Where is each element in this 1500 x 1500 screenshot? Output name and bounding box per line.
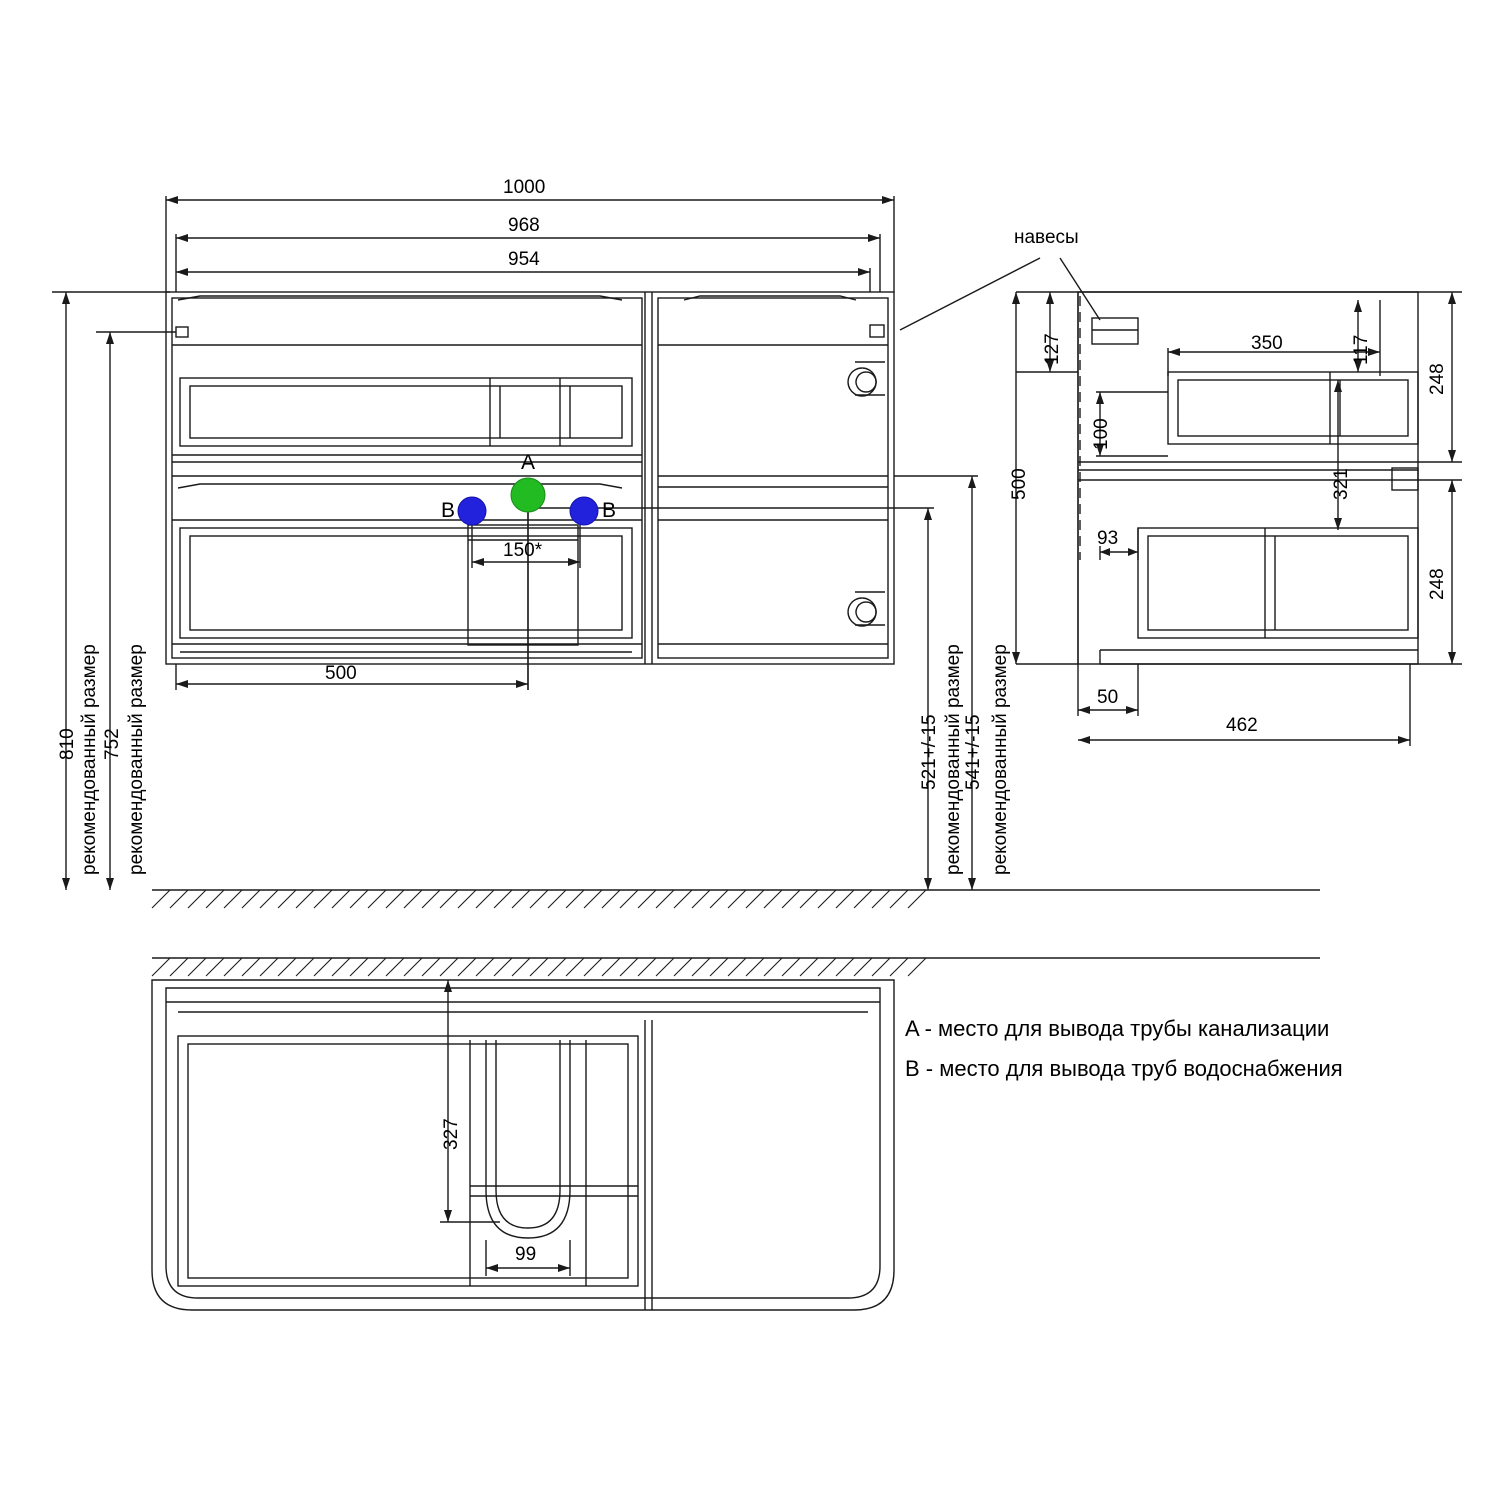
dim-height-521: 521+/-15 <box>919 714 940 790</box>
label-point-a: A <box>521 451 536 474</box>
dim-height-752: 752 <box>102 728 123 760</box>
dim-total-height-500: 500 <box>1009 468 1030 500</box>
dim-bottom-height-248: 248 <box>1427 568 1448 600</box>
dim-drain-offset-500: 500 <box>325 663 357 684</box>
dim-height-810: 810 <box>57 728 78 760</box>
legend-line-a: A - место для вывода трубы канализации <box>905 1016 1330 1041</box>
legend-line-b: B - место для вывода труб водоснабжения <box>905 1056 1343 1081</box>
dim-water-spacing-150: 150* <box>503 540 543 561</box>
dim-drawer-depth-350: 350 <box>1251 333 1283 354</box>
note-521: рекомендованный размер <box>943 644 964 875</box>
dim-depth-462: 462 <box>1226 715 1258 736</box>
water-marker-b-right <box>570 497 598 525</box>
label-hangers: навесы <box>1014 227 1079 248</box>
dim-height-541: 541+/-15 <box>963 714 984 790</box>
dim-inner-width-968: 968 <box>508 215 540 236</box>
dim-inner-width-954: 954 <box>508 249 540 270</box>
dim-sink-depth-327: 327 <box>441 1118 462 1150</box>
note-752: рекомендованный размер <box>126 644 147 875</box>
dim-hanger-drop-100: 100 <box>1091 418 1112 450</box>
dim-top-height-248: 248 <box>1427 363 1448 395</box>
drain-marker-a <box>511 478 545 512</box>
dim-top-right-117: 117 <box>1351 334 1372 365</box>
label-point-b-left: B <box>441 499 456 522</box>
note-541: рекомендованный размер <box>990 644 1011 875</box>
note-810: рекомендованный размер <box>79 644 100 875</box>
dim-hanger-height-127: 127 <box>1042 333 1063 365</box>
dim-mid-height-321: 321 <box>1331 468 1352 500</box>
dim-sink-width-99: 99 <box>515 1244 537 1265</box>
water-marker-b-left <box>458 497 486 525</box>
dim-overall-width: 1000 <box>503 177 546 198</box>
dim-base-offset-93: 93 <box>1097 528 1119 549</box>
dim-foot-offset-50: 50 <box>1097 687 1119 708</box>
label-point-b-right: B <box>602 499 617 522</box>
